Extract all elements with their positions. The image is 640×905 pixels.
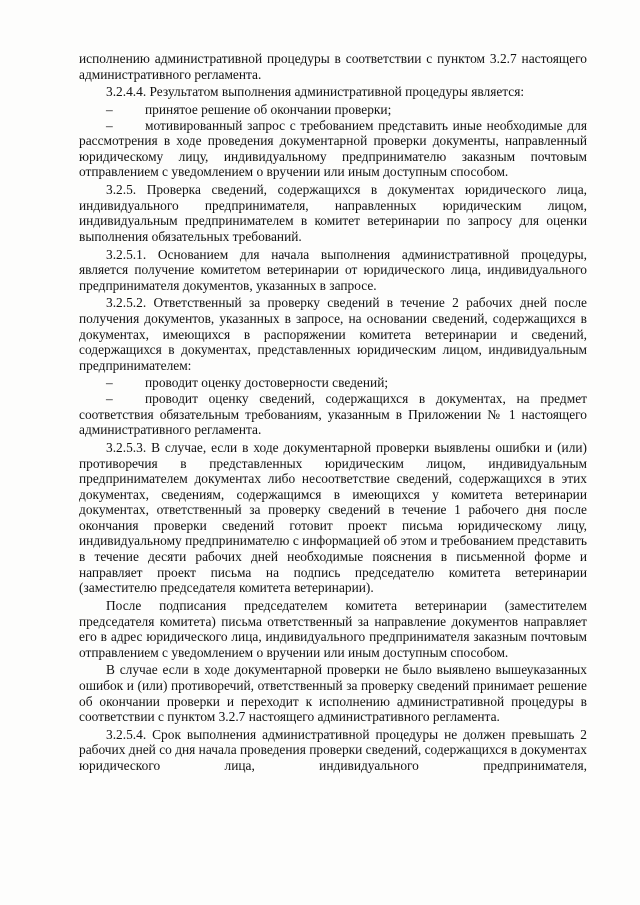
dash-marker: –: [106, 391, 113, 407]
paragraph-3-2-5: 3.2.5. Проверка сведений, содержащихся в документах юридического лица, индивидуального предпринимателя, направленных юридическим лицом, индивидуальным предпринимателем в комитет ветеринарии по запросу для оценки выполнения обязательных требований.: [79, 182, 587, 244]
paragraph-after-signing: После подписания председателем комитета ветеринарии (заместителем председателя комитета) письма ответственный за направление документов направляет его в адрес юридического лица, индивидуального предпринимателя заказным почтовым отправлением с уведомлением о вручении или иным доступным способом.: [79, 597, 587, 660]
paragraph-3-2-5-4: 3.2.5.4. Срок выполнения административной процедуры не должен превышать 2 рабочих дней со дня начала проведения проверки сведений, содержащихся в документах юридического лица, индивидуального предпринимателя,: [79, 726, 587, 774]
paragraph-3-2-5-3: 3.2.5.3. В случае, если в ходе документарной проверки выявлены ошибки и (или) противоречия в представленных юридическим лицом, индивидуальным предпринимателем документах либо несоответствие сведений, содержащихся в этих документах, сведениям, содержащимся в имеющихся у комитета ветеринарии документах, ответственный за проверку сведений в течение 1 рабочего дня после окончания проверки сведений готовит проект письма юридическому лицу, индивидуальному предпринимателю с информацией об этом и требованием представить в течение десяти рабочих дней необходимые пояснения в письменной форме и направляет проект письма на подпись председателю комитета ветеринарии (заместителю председателя комитета ветеринарии).: [79, 439, 587, 596]
paragraph-continuation: исполнению административной процедуры в соответствии с пунктом 3.2.7 настоящего административного регламента.: [79, 51, 587, 82]
paragraph-3-2-5-2: 3.2.5.2. Ответственный за проверку сведений в течение 2 рабочих дней после получения документов, указанных в запросе, на основании сведений, содержащихся в документах, имеющихся в распоряжении комитета ветеринарии и сведений, содержащихся в документах, представленных юридическим лицом, индивидуальным предпринимателем:: [79, 295, 587, 373]
list-item: [79, 375, 587, 391]
paragraph-3-2-5-1: 3.2.5.1. Основанием для начала выполнения административной процедуры, является получение комитетом ветеринарии от юридического лица, индивидуального предпринимателя документов, указанных в запросе.: [79, 246, 587, 293]
list-item-text: проводит оценку сведений, содержащихся в документах, на предмет соответствия обязательным требованиям, указанным в Приложении № 1 настоящего административного регламента.: [79, 391, 587, 438]
paragraph-3-2-4-4: 3.2.4.4. Результатом выполнения административной процедуры является:: [106, 84, 525, 100]
paragraph-no-errors: В случае если в ходе документарной проверки не было выявлено вышеуказанных ошибок и (или) противоречий, ответственный за проверку сведений принимает решение об окончании проверки и переходит к исполнению административной процедуры в соответствии с пунктом 3.2.7 настоящего административного регламента.: [79, 662, 587, 725]
list-item-text: принятое решение об окончании проверки;: [145, 101, 392, 117]
list-item-wrapped: [79, 391, 587, 438]
dash-marker: –: [106, 117, 113, 133]
list-item-text: мотивированный запрос с требованием представить иные необходимые для рассмотрения в ходе проведения документарной проверки документы, направленный юридическому лицу, индивидуальному предпринимателю заказным почтовым отправлением с уведомлением о вручении или иным доступным способом.: [79, 117, 587, 180]
dash-marker: –: [106, 375, 113, 391]
list-item-text: проводит оценку достоверности сведений;: [145, 375, 389, 391]
list-item-wrapped: [79, 118, 587, 180]
list-item: [79, 102, 587, 118]
dash-marker: –: [106, 101, 113, 117]
document-body: [79, 51, 587, 776]
